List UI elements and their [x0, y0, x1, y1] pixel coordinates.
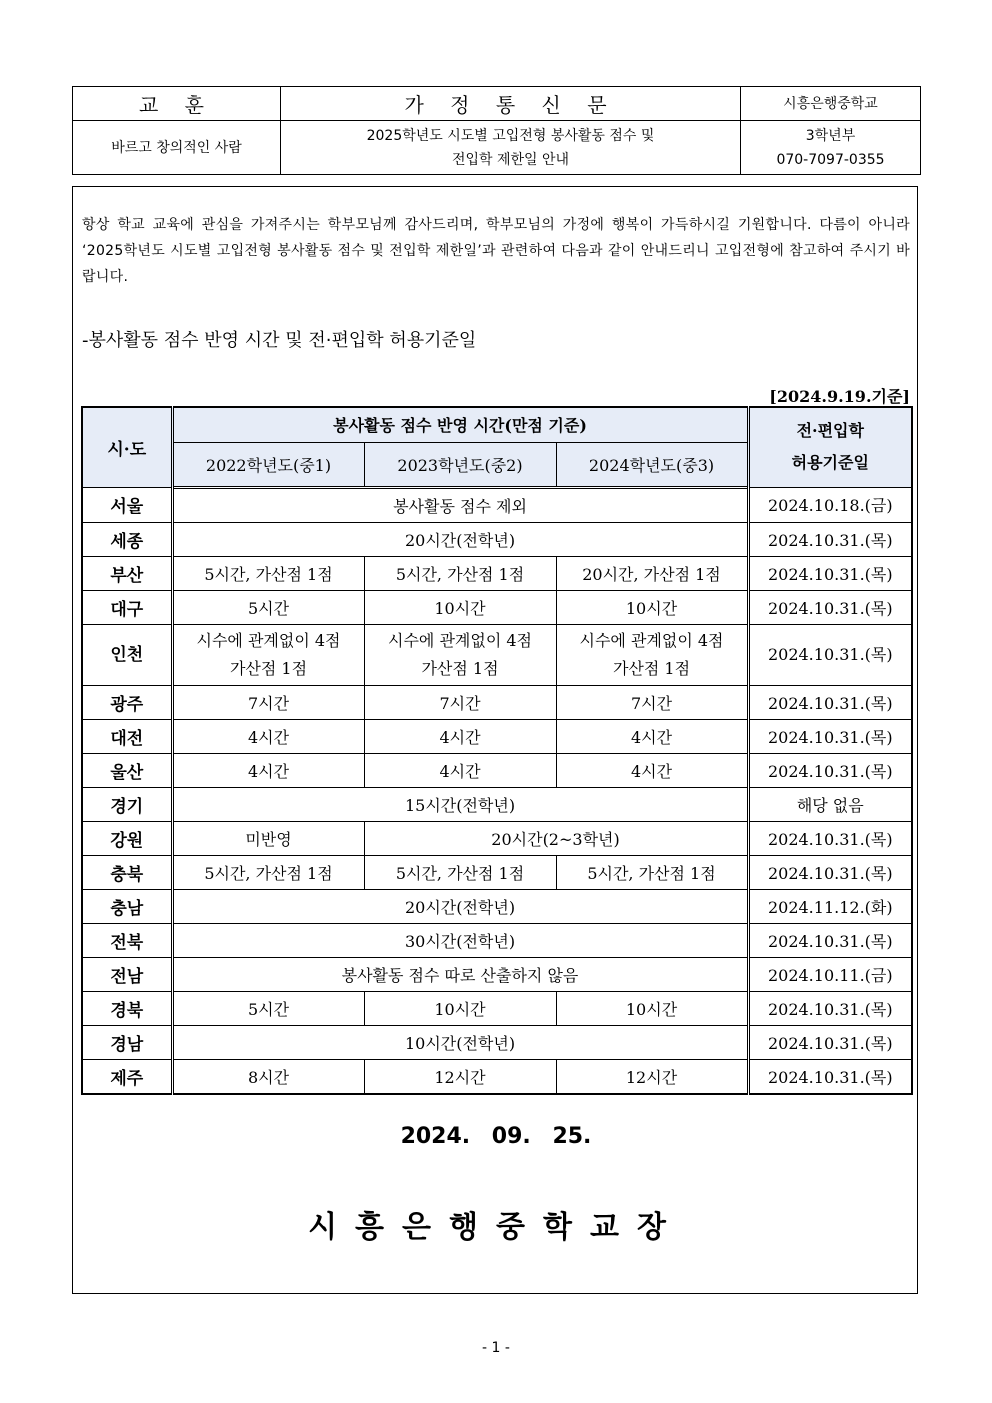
table-row [82, 719, 912, 753]
hours-cell: 30시간(전학년) [172, 923, 748, 957]
hours-cell: 10시간 [364, 991, 556, 1025]
subject-line-2: 전입학 제한일 안내 [451, 151, 570, 168]
date-cell: 2024.10.31.(목) [748, 685, 912, 719]
date-cell: 2024.10.11.(금) [748, 957, 912, 991]
page-number: - 1 - [482, 1340, 510, 1356]
table-row [82, 522, 912, 556]
date-cell: 2024.10.31.(목) [748, 522, 912, 556]
hours-cell: 5시간, 가산점 1점 [172, 855, 364, 889]
hours-cell: 10시간 [364, 590, 556, 624]
region-cell: 대구 [82, 590, 172, 624]
hours-cell: 12시간 [364, 1059, 556, 1094]
hours-line: 가산점 1점 [421, 658, 499, 678]
table-row [82, 1059, 912, 1094]
department: 3학년부 [805, 127, 856, 144]
date-cell: 2024.10.31.(목) [748, 753, 912, 787]
hours-cell: 4시간 [172, 719, 364, 753]
hours-cell: 4시간 [364, 719, 556, 753]
col-region: 시·도 [82, 407, 172, 487]
motto-label: 교 훈 [73, 87, 281, 121]
subject-line-1: 2025학년도 시도별 고입전형 봉사활동 점수 및 [366, 127, 655, 144]
date-cell: 2024.10.31.(목) [748, 1059, 912, 1094]
hours-cell: 20시간(전학년) [172, 522, 748, 556]
hours-cell: 4시간 [556, 753, 748, 787]
school-name: 시흥은행중학교 [741, 87, 921, 121]
hours-cell [172, 624, 364, 685]
table-row [82, 685, 912, 719]
date-cell: 해당 없음 [748, 787, 912, 821]
hours-cell: 10시간(전학년) [172, 1025, 748, 1059]
col-date [748, 407, 912, 487]
table-row [82, 991, 912, 1025]
hours-cell: 4시간 [556, 719, 748, 753]
col-group: 봉사활동 점수 반영 시간(만점 기준) [172, 407, 748, 442]
hours-cell [364, 624, 556, 685]
date-cell: 2024.10.31.(목) [748, 719, 912, 753]
hours-cell: 5시간, 가산점 1점 [172, 556, 364, 590]
region-cell: 경기 [82, 787, 172, 821]
hours-cell: 20시간(전학년) [172, 889, 748, 923]
hours-line: 시수에 관계없이 4점 [196, 630, 341, 650]
table-row [82, 821, 912, 855]
header-table [72, 86, 921, 175]
date-cell: 2024.10.31.(목) [748, 624, 912, 685]
table-row [82, 1025, 912, 1059]
region-cell: 경북 [82, 991, 172, 1025]
volunteer-score-table [81, 406, 913, 1095]
hours-cell [556, 624, 748, 685]
col-2022: 2022학년도(중1) [172, 442, 364, 487]
basis-date: [2024.9.19.기준] [769, 387, 910, 406]
hours-cell: 10시간 [556, 991, 748, 1025]
section-heading: -봉사활동 점수 반영 시간 및 전·편입학 허용기준일 [82, 330, 477, 351]
col-date-line-2: 허용기준일 [791, 453, 869, 473]
hours-line: 가산점 1점 [229, 658, 308, 678]
hours-cell: 5시간, 가산점 1점 [556, 855, 748, 889]
region-cell: 강원 [82, 821, 172, 855]
table-row [82, 855, 912, 889]
region-cell: 경남 [82, 1025, 172, 1059]
col-2023: 2023학년도(중2) [364, 442, 556, 487]
date-cell: 2024.10.18.(금) [748, 487, 912, 522]
table-row [82, 889, 912, 923]
school-motto: 바르고 창의적인 사람 [73, 121, 281, 175]
issue-date: 2024. 09. 25. [400, 1124, 592, 1149]
table-body [82, 487, 912, 1094]
newsletter-title: 가 정 통 신 문 [281, 87, 741, 121]
region-cell: 전북 [82, 923, 172, 957]
region-cell: 광주 [82, 685, 172, 719]
hours-cell: 12시간 [556, 1059, 748, 1094]
intro-paragraph: 항상 학교 교육에 관심을 가져주시는 학부모님께 감사드리며, 학부모님의 가정에 행복이 가득하시길 기원합니다. 다름이 아니라 ‘2025학년도 시도별 고입전형 봉사활동 점수 및 전입학 제한일’과 관련하여 다음과 같이 안내드리니 고입전형에 참고하여 주시기 바랍니다. [82, 217, 910, 285]
table-row [82, 556, 912, 590]
date-cell: 2024.11.12.(화) [748, 889, 912, 923]
region-cell: 제주 [82, 1059, 172, 1094]
region-cell: 부산 [82, 556, 172, 590]
date-cell: 2024.10.31.(목) [748, 590, 912, 624]
hours-cell: 7시간 [172, 685, 364, 719]
hours-cell: 봉사활동 점수 제외 [172, 487, 748, 522]
hours-cell: 4시간 [172, 753, 364, 787]
date-cell: 2024.10.31.(목) [748, 821, 912, 855]
hours-cell: 8시간 [172, 1059, 364, 1094]
col-2024: 2024학년도(중3) [556, 442, 748, 487]
date-cell: 2024.10.31.(목) [748, 1025, 912, 1059]
date-cell: 2024.10.31.(목) [748, 991, 912, 1025]
principal-signature: 시흥은행중학교장 [308, 1210, 684, 1245]
region-cell: 서울 [82, 487, 172, 522]
table-row [82, 957, 912, 991]
contact [741, 121, 921, 175]
hours-cell: 15시간(전학년) [172, 787, 748, 821]
col-date-line-1: 전·편입학 [796, 421, 864, 441]
hours-cell: 5시간 [172, 590, 364, 624]
hours-cell: 5시간, 가산점 1점 [364, 855, 556, 889]
region-cell: 전남 [82, 957, 172, 991]
date-cell: 2024.10.31.(목) [748, 855, 912, 889]
table-row [82, 923, 912, 957]
hours-cell: 7시간 [364, 685, 556, 719]
table-row [82, 787, 912, 821]
hours-cell: 봉사활동 점수 따로 산출하지 않음 [172, 957, 748, 991]
region-cell: 인천 [82, 624, 172, 685]
table-row [82, 753, 912, 787]
hours-line: 시수에 관계없이 4점 [579, 630, 724, 650]
hours-cell: 7시간 [556, 685, 748, 719]
hours-cell: 미반영 [172, 821, 364, 855]
hours-cell: 20시간, 가산점 1점 [556, 556, 748, 590]
hours-cell: 5시간 [172, 991, 364, 1025]
phone-number: 070-7097-0355 [776, 151, 885, 168]
hours-cell: 20시간(2~3학년) [364, 821, 748, 855]
hours-cell: 10시간 [556, 590, 748, 624]
hours-line: 시수에 관계없이 4점 [388, 630, 532, 650]
date-cell: 2024.10.31.(목) [748, 923, 912, 957]
region-cell: 대전 [82, 719, 172, 753]
hours-cell: 5시간, 가산점 1점 [364, 556, 556, 590]
region-cell: 충남 [82, 889, 172, 923]
date-cell: 2024.10.31.(목) [748, 556, 912, 590]
table-row [82, 624, 912, 685]
hours-line: 가산점 1점 [612, 658, 691, 678]
table-row [82, 487, 912, 522]
region-cell: 충북 [82, 855, 172, 889]
hours-cell: 4시간 [364, 753, 556, 787]
region-cell: 세종 [82, 522, 172, 556]
subject [281, 121, 741, 175]
region-cell: 울산 [82, 753, 172, 787]
table-row [82, 590, 912, 624]
